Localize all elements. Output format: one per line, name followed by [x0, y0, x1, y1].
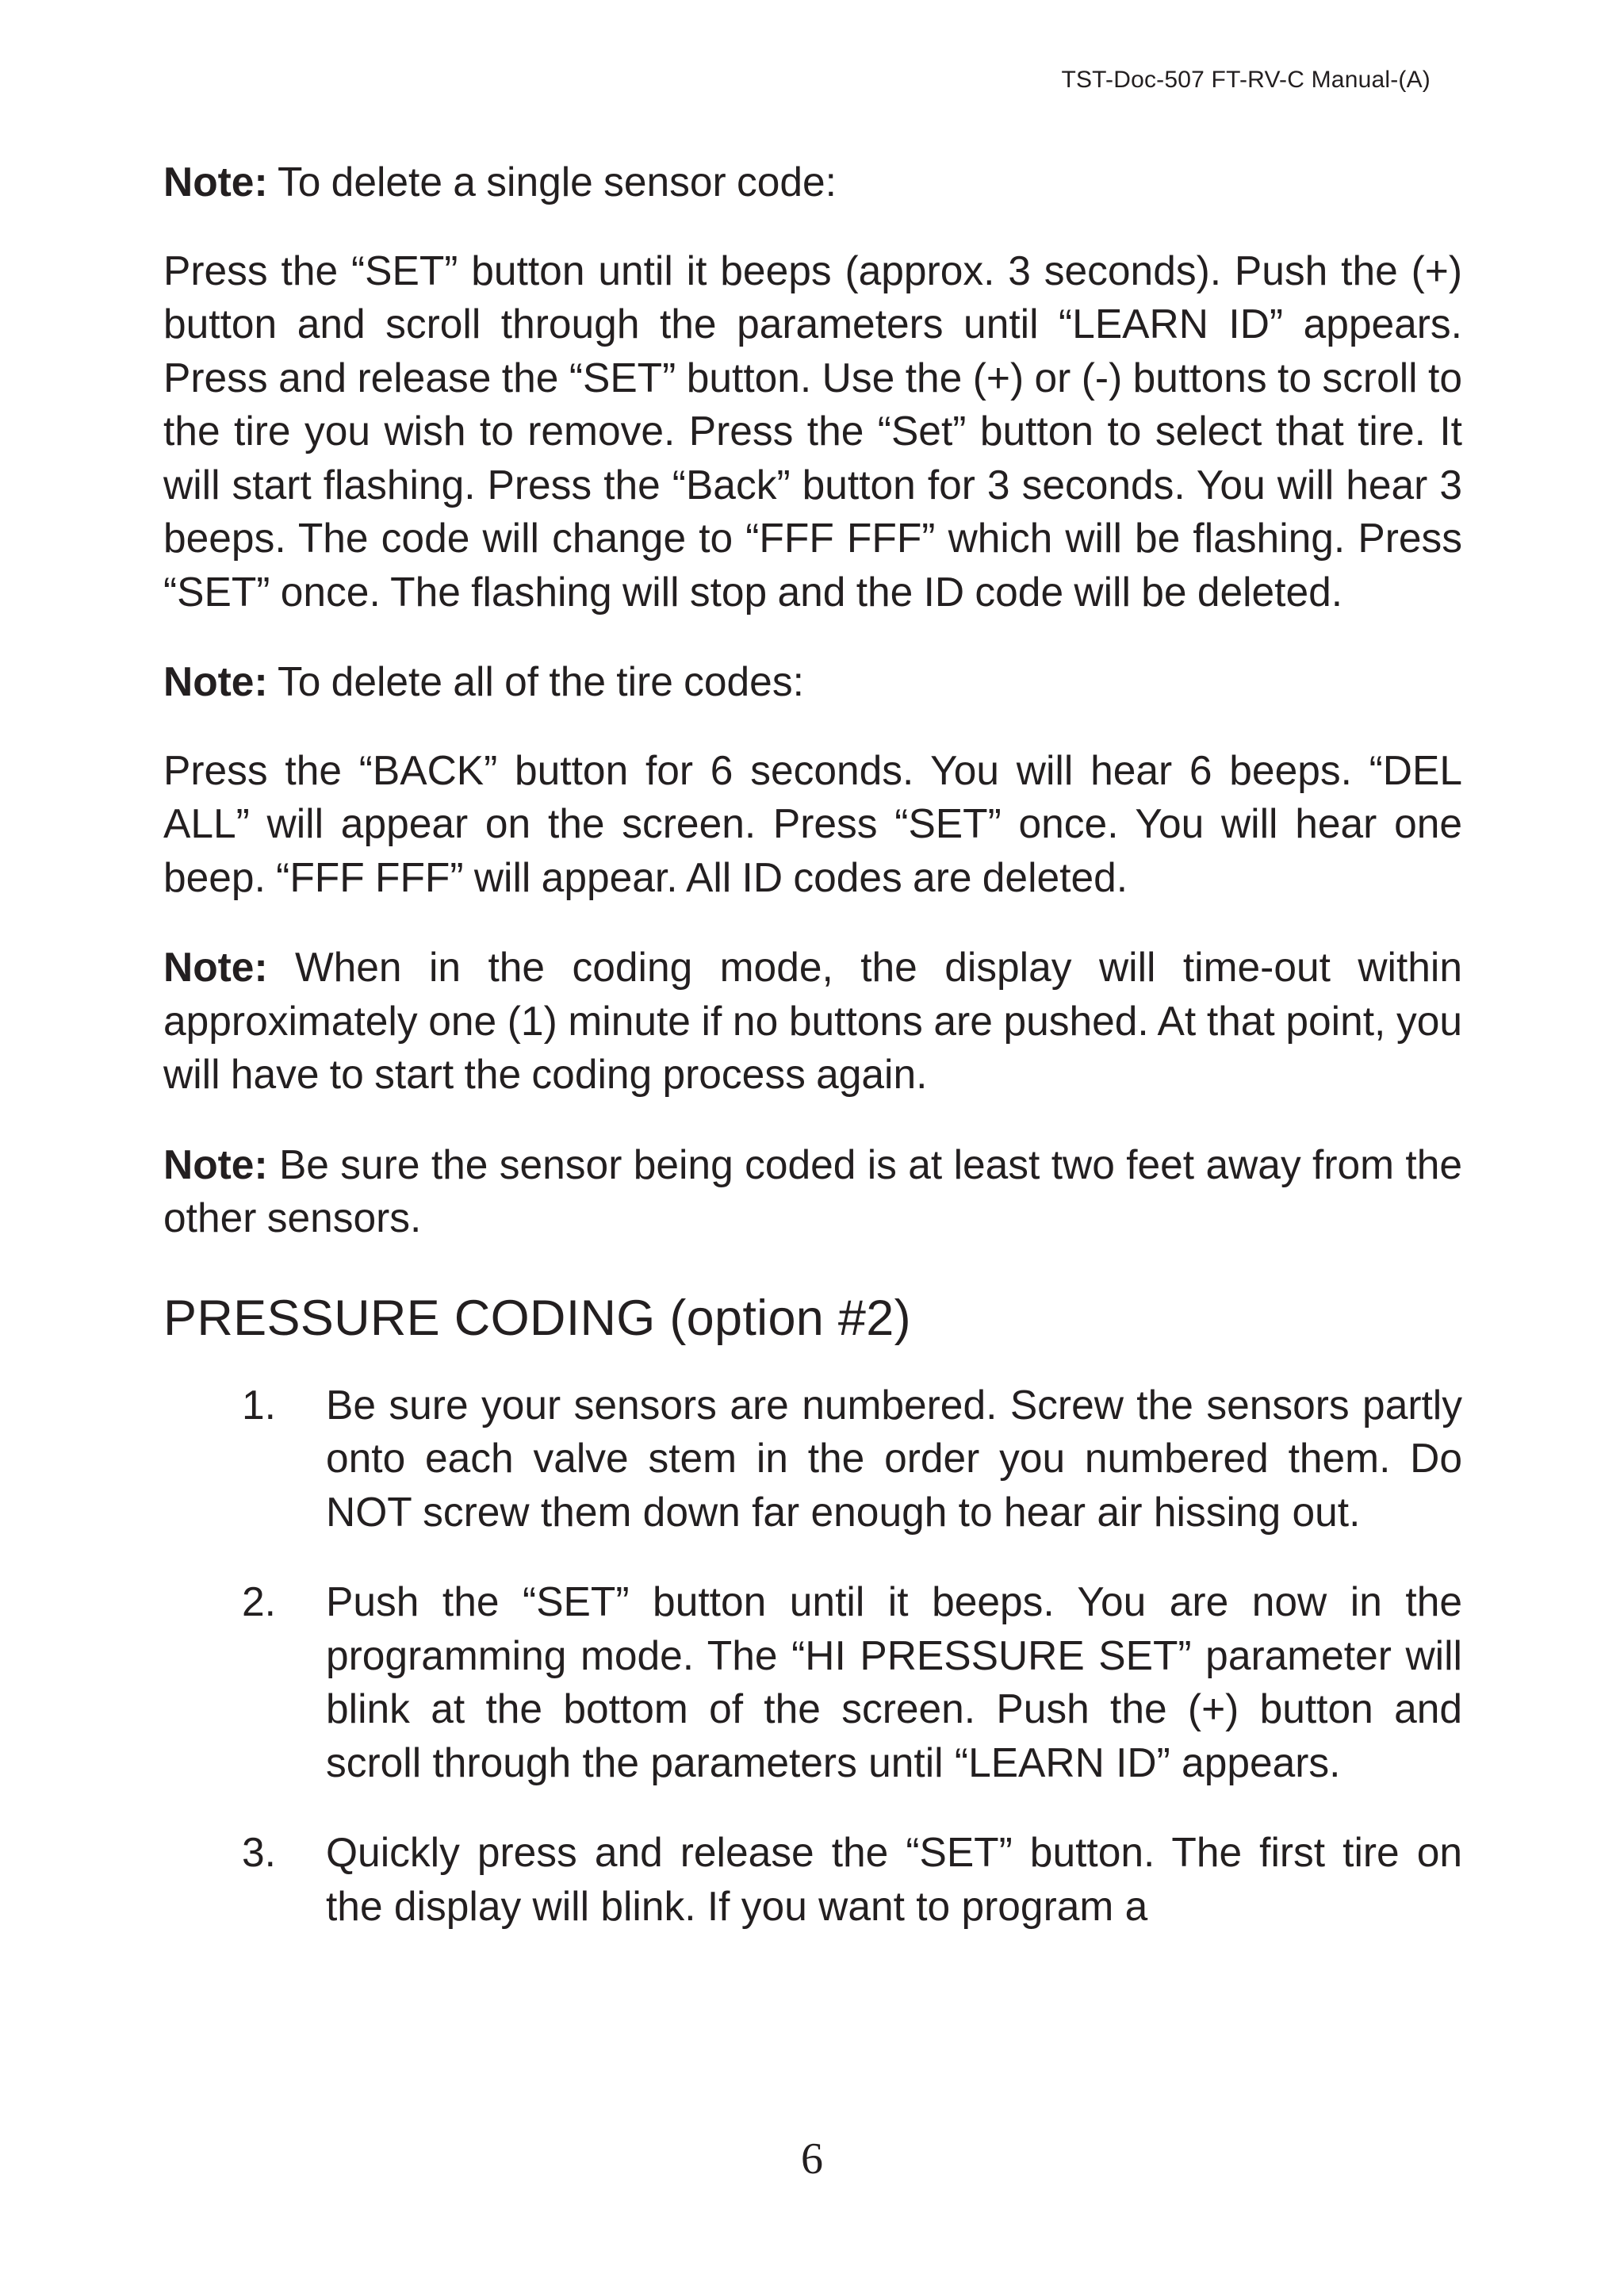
page-number: 6	[801, 2134, 823, 2184]
step-text: Be sure your sensors are numbered. Screw the sensors partly onto each valve stem in the order you numbered them. Do NOT screw them down far enough to hear air hissing out.	[326, 1381, 1462, 1535]
step-text: Push the “SET” button until it beeps. You are now in the programming mode. The “HI PRESSURE SET” parameter will blink at the bottom of the screen. Push the (+) button and scroll through the parameters until “LEARN ID” appears.	[326, 1578, 1462, 1785]
note-time-out	[163, 941, 1462, 1102]
note-delete-all-heading	[163, 655, 1462, 709]
note-label: Note:	[163, 159, 268, 205]
delete-single-instructions: Press the “SET” button until it beeps (approx. 3 seconds). Push the (+) button and scroll through the parameters until “LEARN ID” appears. Press and release the “SET” button. Use the (+) or (-) buttons to scroll to the tire you wish to remove. Press the “Set” button to select that tire. It will start flashing. Press the “Back” button for 3 seconds. You will hear 3 beeps. The code will change to “FFF FFF” which will be flashing. Press “SET” once. The flashing will stop and the ID code will be deleted.	[163, 247, 1462, 615]
note-text: To delete all of the tire codes:	[267, 658, 804, 704]
pressure-coding-steps	[163, 1379, 1462, 1934]
step-item	[163, 1826, 1462, 1933]
step-text: Quickly press and release the “SET” button. The first tire on the display will blink. If you want to program a	[326, 1829, 1462, 1929]
note-label: Note:	[163, 658, 268, 704]
note-delete-single-heading	[163, 155, 1462, 209]
step-number: 1.	[242, 1381, 276, 1428]
step-number: 3.	[242, 1829, 276, 1875]
page-content	[163, 155, 1462, 1969]
note-label: Note:	[163, 944, 268, 990]
note-text: When in the coding mode, the display will time-out within approximately one (1) minute if no buttons are pushed. At that point, you will have to start the coding process again.	[163, 944, 1462, 1097]
step-number: 2.	[242, 1578, 276, 1624]
delete-all-instructions: Press the “BACK” button for 6 seconds. You will hear 6 beeps. “DEL ALL” will appear on the screen. Press “SET” once. You will hear one beep. “FFF FFF” will appear. All ID codes are deleted.	[163, 746, 1462, 900]
section-heading-pressure-coding: PRESSURE CODING (option #2)	[163, 1290, 911, 1346]
note-sensor-distance	[163, 1138, 1462, 1245]
document-id: TST-Doc-507 FT-RV-C Manual-(A)	[1061, 67, 1431, 93]
step-item	[163, 1379, 1462, 1540]
step-item	[163, 1575, 1462, 1789]
note-label: Note:	[163, 1141, 268, 1187]
note-text: Be sure the sensor being coded is at least two feet away from the other sensors.	[163, 1141, 1462, 1241]
note-text: To delete a single sensor code:	[267, 159, 837, 205]
